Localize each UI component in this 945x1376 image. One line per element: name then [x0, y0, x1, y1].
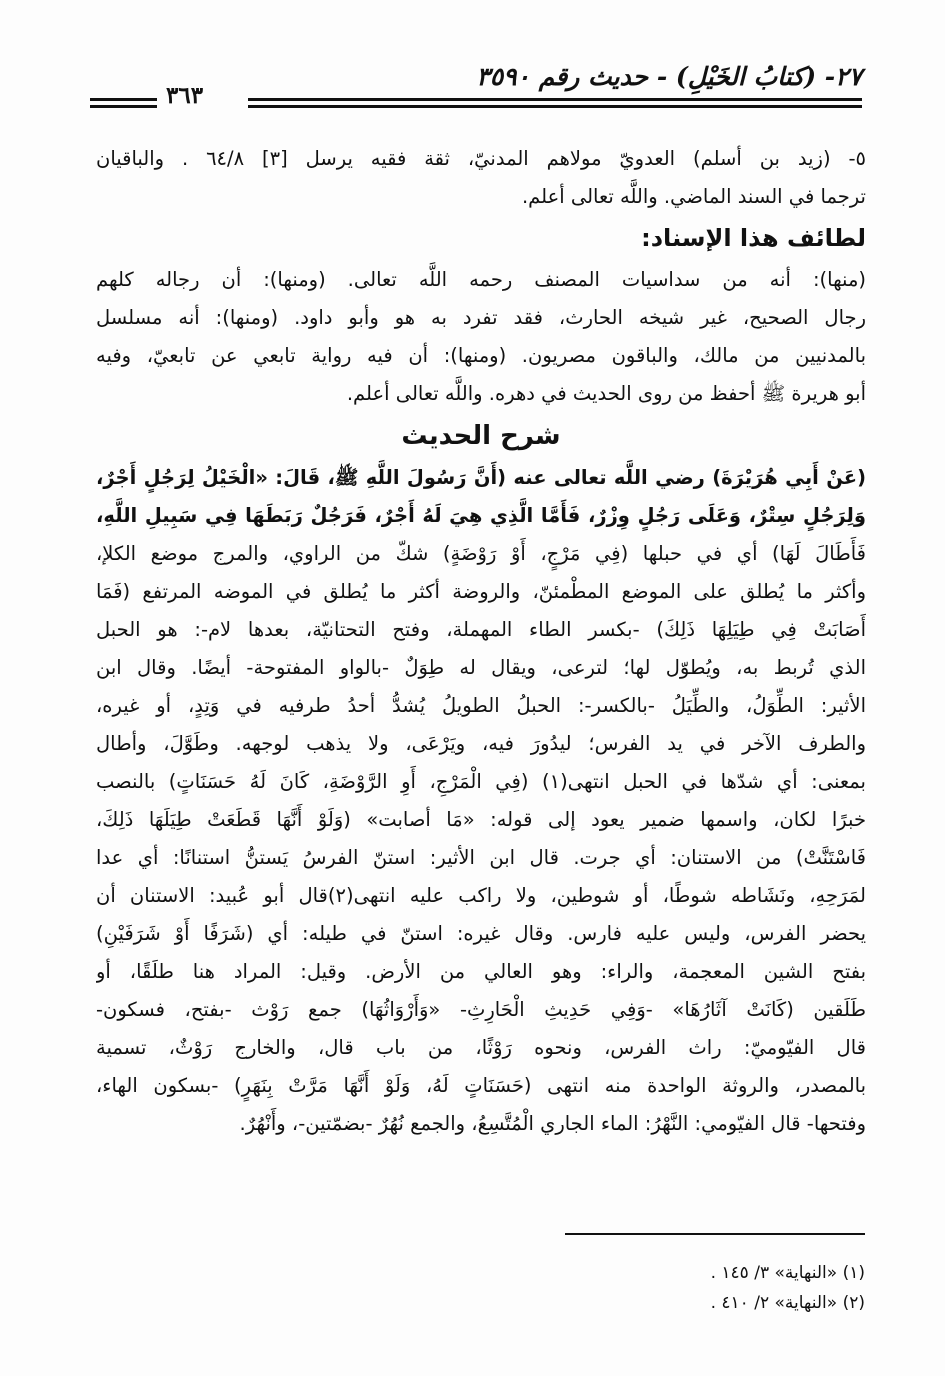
text-line: بفتح الشين المعجمة، والراء: وهو العالي من الأرض. وقيل: المراد هنا طلَقًا، أو: [96, 960, 866, 983]
text-line: ترجما في السند الماضي. واللَّه تعالى أعلم.: [521, 185, 866, 208]
text-line: وفتحها- قال الفيّومي: النَّهْرُ: الماء الجاري الْمُتَّسِعُ، والجمع نُهُرٌ -بضمّتين-، وأَنْهُرٌ.: [239, 1112, 866, 1135]
footnotes: [465, 1258, 865, 1318]
text-line: أبو هريرة ﷺ أحفظ من روى الحديث في دهره. واللَّه تعالى أعلم.: [346, 382, 866, 405]
text-line: (منها): أنه من سداسيات المصنف رحمه اللَّه تعالى. (ومنها): أن رجاله كلهم: [96, 268, 866, 291]
sharh-heading: شرح الحديث: [401, 421, 561, 451]
text-line: خبرًا لكان، واسمها ضمير يعود إلى قوله: «مَا أصابت» (وَلَوْ أَنَّهَا قَطَعَتْ طِيَلَهَا ذَلِكَ،: [96, 808, 866, 831]
footnote: (٢) «النهاية» ٢/ ٤١٠ .: [710, 1293, 865, 1313]
text-line: رجال الصحيح، غير شيخه الحارث، فقد تفرد به هو وأبو داود. (ومنها): أنه مسلسل: [96, 306, 866, 329]
text-line: فَأَطَالَ لَهَا) أي في حبلها (فِي مَرْجٍ، أَوْ رَوْضَةٍ) شكّ من الراوي، والمرج موضع الكلإ،: [96, 542, 866, 565]
text-line: بمعنى: أي شدّها في الحبل انتهى(١) (فِي الْمَرْجِ، أَوِ الرَّوْضَةِ، كَانَ لَهُ حَسَنَاتٍ) بالنصب: [96, 770, 866, 793]
footnote-divider: [565, 1233, 865, 1235]
text-line: يحضر الفرس، وليس عليه فارس. وقال غيره: استنّ في طيله: أي (شَرَفًا أَوْ شَرَفَيْنِ): [96, 922, 866, 945]
page-header: [90, 62, 862, 112]
text-line: لمَرَحِهِ، ونَشَاطه شوطًا، أو شوطين، ولا راكب عليه انتهى(٢)قال أبو عُبيد: الاستنان أن: [96, 884, 866, 907]
text-line: فَاسْتَنَّتْ) من الاستنان: أي جرت. قال ابن الأثير: استنّ الفرسُ يَستنُّ استنانًا: أي عدا: [96, 846, 866, 869]
header-rule: [90, 105, 157, 108]
text-line: والطرف الآخر في يد الفرس؛ ليدُورَ فيه، ويَرْعَى، ولا يذهب لوجهه. وطَوَّلَ، وأطال: [96, 732, 866, 755]
text-line: بالمدنيين من مالك، والباقون مصريون. (ومنها): أن فيه رواية تابعي عن تابعيّ، وفيه: [96, 344, 866, 367]
text-line: الذي تُربط به، ويُطوّل لها؛ لترعى، ويقال له طِوَلٌ -بالواو المفتوحة- أيضًا. وقال ابن: [96, 656, 866, 679]
header-rule: [90, 98, 157, 101]
text-line: بالمصدر، والروثة الواحدة منه انتهى (حَسَنَاتٍ لَهُ، وَلَوْ أَنَّهَا مَرَّتْ بِنَهَرٍ) -بسكون الهاء،: [96, 1074, 866, 1097]
text-line: وأكثر ما يُطلق على الموضع المطْمئنّ، والروضة أكثر ما يُطلق في الموضه المرتفع (فَمَا: [96, 580, 866, 603]
main-text: [96, 140, 866, 1143]
text-line: قال الفيّوميّ: راث الفرس، ونحوه رَوْثًا، من باب قال، والخارج رَوْثٌ، تسمية: [96, 1036, 866, 1059]
text-line: أَصَابَتْ فِي طِيَلِهَا ذَلِكَ) -بكسر الطاء المهملة، وفتح التحتانيّة، بعدها لام-: هو الحبل: [96, 618, 866, 641]
section-heading: لطائف هذا الإسناد:: [641, 224, 866, 252]
footnote: (١) «النهاية» ٣/ ١٤٥ .: [710, 1263, 865, 1283]
text-line: الأثير: الطِّوَلُ، والطِّيَلُ -بالكسر-: الحبلُ الطويلُ يُشدُّ أحدُ طرفيه في وَتِدٍ، أو غيره،: [96, 694, 866, 717]
text-line: ٥- (زيد بن أسلم) العدويّ مولاهم المدنيّ، ثقة فقيه يرسل [٣] ٦٤/٨ . والباقيان: [96, 147, 866, 170]
page-number: ٣٦٣: [166, 82, 204, 109]
chapter-title: ٢٧- (كتابُ الخَيْلِ) - حديث رقم ٣٥٩٠: [476, 62, 862, 91]
text-line: طَلَقين (كَانَتْ آثَارُهَا» -وَفِي حَدِيثِ الْحَارِثِ- «وَأَرْوَاثُهَا) جمع رَوْث -بفتح، فسكون-: [96, 998, 866, 1021]
header-rule: [248, 98, 862, 101]
text-line: (عَنْ أَبِي هُرَيْرَةَ) رضي اللَّه تعالى عنه (أَنَّ رَسُولَ اللَّهِ ﷺ، قَالَ: «الْخَيْلُ لِرَجُلٍ أَجْرٌ،: [96, 466, 866, 489]
text-line: وَلِرَجُلٍ سِتْرٌ، وَعَلَى رَجُلٍ وِزْرٌ، فَأَمَّا الَّذِي هِيَ لَهُ أَجْرٌ، فَرَجُلٌ رَبَطَهَا فِي سَبِيلِ اللَّهِ،: [96, 504, 866, 527]
header-rule: [248, 105, 862, 108]
